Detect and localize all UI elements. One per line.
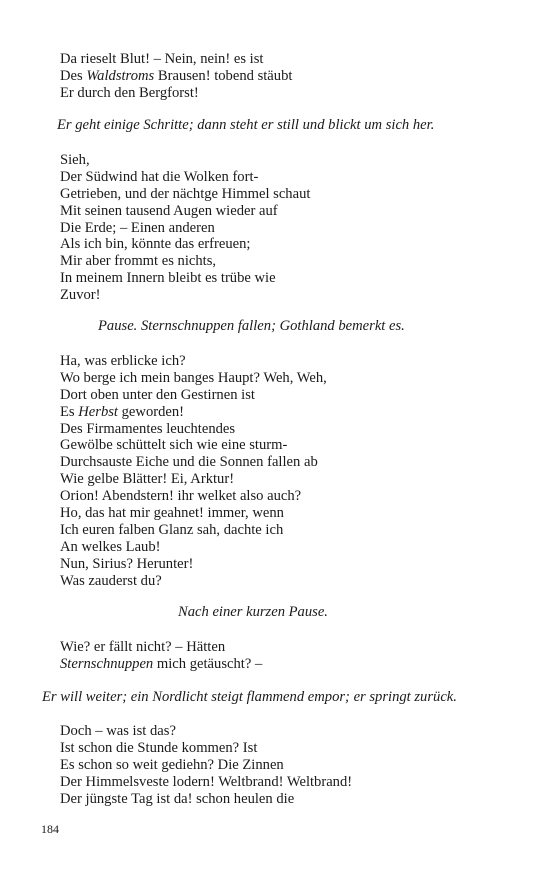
verse-line — [60, 656, 262, 673]
stage-direction: Pause. Sternschnuppen fallen; Gothland bemerkt es. — [98, 318, 405, 334]
verse-line — [60, 556, 327, 573]
line-text: Durchsauste Eiche und die Sonnen fallen ab — [60, 454, 318, 471]
line-text: Gewölbe schüttelt sich wie eine sturm- — [60, 437, 288, 454]
emphasis-text: Sternschnuppen — [60, 655, 154, 672]
verse-line — [60, 220, 310, 237]
verse-block — [60, 152, 310, 304]
verse-line — [60, 68, 292, 85]
line-text: Die Erde; – Einen anderen — [60, 219, 215, 236]
line-text: Brausen! tobend stäubt — [154, 67, 293, 84]
line-text: Wie gelbe Blätter! Ei, Arktur! — [60, 471, 235, 488]
line-text: Wo berge ich mein banges Haupt? Weh, Weh, — [60, 369, 327, 386]
stage-direction: Er will weiter; ein Nordlicht steigt flammend empor; er springt zurück. — [42, 689, 457, 705]
line-text: Da rieselt Blut! – Nein, nein! es ist — [60, 51, 264, 67]
verse-line — [60, 253, 310, 270]
line-text: Der Himmelsveste lodern! Weltbrand! Weltbrand! — [60, 773, 353, 790]
line-text: Mir aber frommt es nichts, — [60, 253, 217, 270]
line-text: mich getäuscht? – — [153, 655, 263, 672]
line-text: An welkes Laub! — [60, 538, 161, 555]
line-text: Des — [60, 67, 87, 84]
line-text: Ho, das hat mir geahnet! immer, wenn — [60, 505, 284, 522]
line-text: Mit seinen tausend Augen wieder auf — [60, 202, 278, 219]
verse-block — [60, 723, 352, 807]
verse-line — [60, 539, 327, 556]
verse-line — [60, 387, 327, 404]
line-text: Wie? er fällt nicht? – Hätten — [60, 639, 226, 655]
verse-line — [60, 522, 327, 539]
verse-line — [60, 421, 327, 438]
line-text: Sieh, — [60, 152, 90, 168]
verse-line — [60, 370, 327, 387]
line-text: Orion! Abendstern! ihr welket also auch? — [60, 488, 302, 505]
verse-block — [60, 353, 327, 589]
verse-line — [60, 454, 327, 471]
line-text: Es schon so weit gediehn? Die Zinnen — [60, 756, 284, 773]
emphasis-text: Herbst — [78, 403, 118, 420]
page-number: 184 — [41, 822, 59, 836]
line-text: Zuvor! — [60, 287, 101, 304]
line-text: Getrieben, und der nächtge Himmel schaut — [60, 185, 311, 202]
verse-line — [60, 757, 352, 774]
verse-line — [60, 723, 352, 740]
verse-line — [60, 287, 310, 304]
verse-line — [60, 236, 310, 253]
verse-line — [60, 573, 327, 590]
line-text: In meinem Innern bleibt es trübe wie — [60, 270, 276, 287]
verse-line — [60, 437, 327, 454]
line-text: Doch – was ist das? — [60, 723, 176, 739]
line-text: Nun, Sirius? Herunter! — [60, 555, 194, 572]
line-text: Ha, was erblicke ich? — [60, 353, 186, 369]
line-text: Des Firmamentes leuchtendes — [60, 420, 236, 437]
line-text: Ich euren falben Glanz sah, dachte ich — [60, 521, 284, 538]
stage-direction: Nach einer kurzen Pause. — [178, 604, 328, 620]
line-text: Der Südwind hat die Wolken fort- — [60, 168, 259, 185]
emphasis-text: Waldstroms — [86, 67, 155, 84]
verse-line — [60, 791, 352, 808]
verse-block — [60, 639, 262, 673]
line-text: Als ich bin, könnte das erfreuen; — [60, 236, 251, 253]
line-text: Es — [60, 403, 79, 420]
verse-line — [60, 203, 310, 220]
verse-line — [60, 353, 327, 370]
verse-line — [60, 488, 327, 505]
verse-line — [60, 639, 262, 656]
line-text: Der jüngste Tag ist da! schon heulen die — [60, 790, 295, 807]
verse-line — [60, 471, 327, 488]
verse-line — [60, 270, 310, 287]
verse-line — [60, 740, 352, 757]
line-text: Dort oben unter den Gestirnen ist — [60, 386, 255, 403]
line-text: Ist schon die Stunde kommen? Ist — [60, 739, 258, 756]
verse-block — [60, 51, 292, 102]
stage-direction: Er geht einige Schritte; dann steht er still und blickt um sich her. — [57, 117, 435, 133]
verse-line — [60, 169, 310, 186]
line-text: Er durch den Bergforst! — [60, 84, 199, 101]
verse-line — [60, 774, 352, 791]
verse-line — [60, 51, 292, 68]
line-text: geworden! — [117, 403, 185, 420]
verse-line — [60, 404, 327, 421]
verse-line — [60, 505, 327, 522]
verse-line — [60, 152, 310, 169]
verse-line — [60, 186, 310, 203]
line-text: Was zauderst du? — [60, 572, 162, 589]
verse-line — [60, 85, 292, 102]
